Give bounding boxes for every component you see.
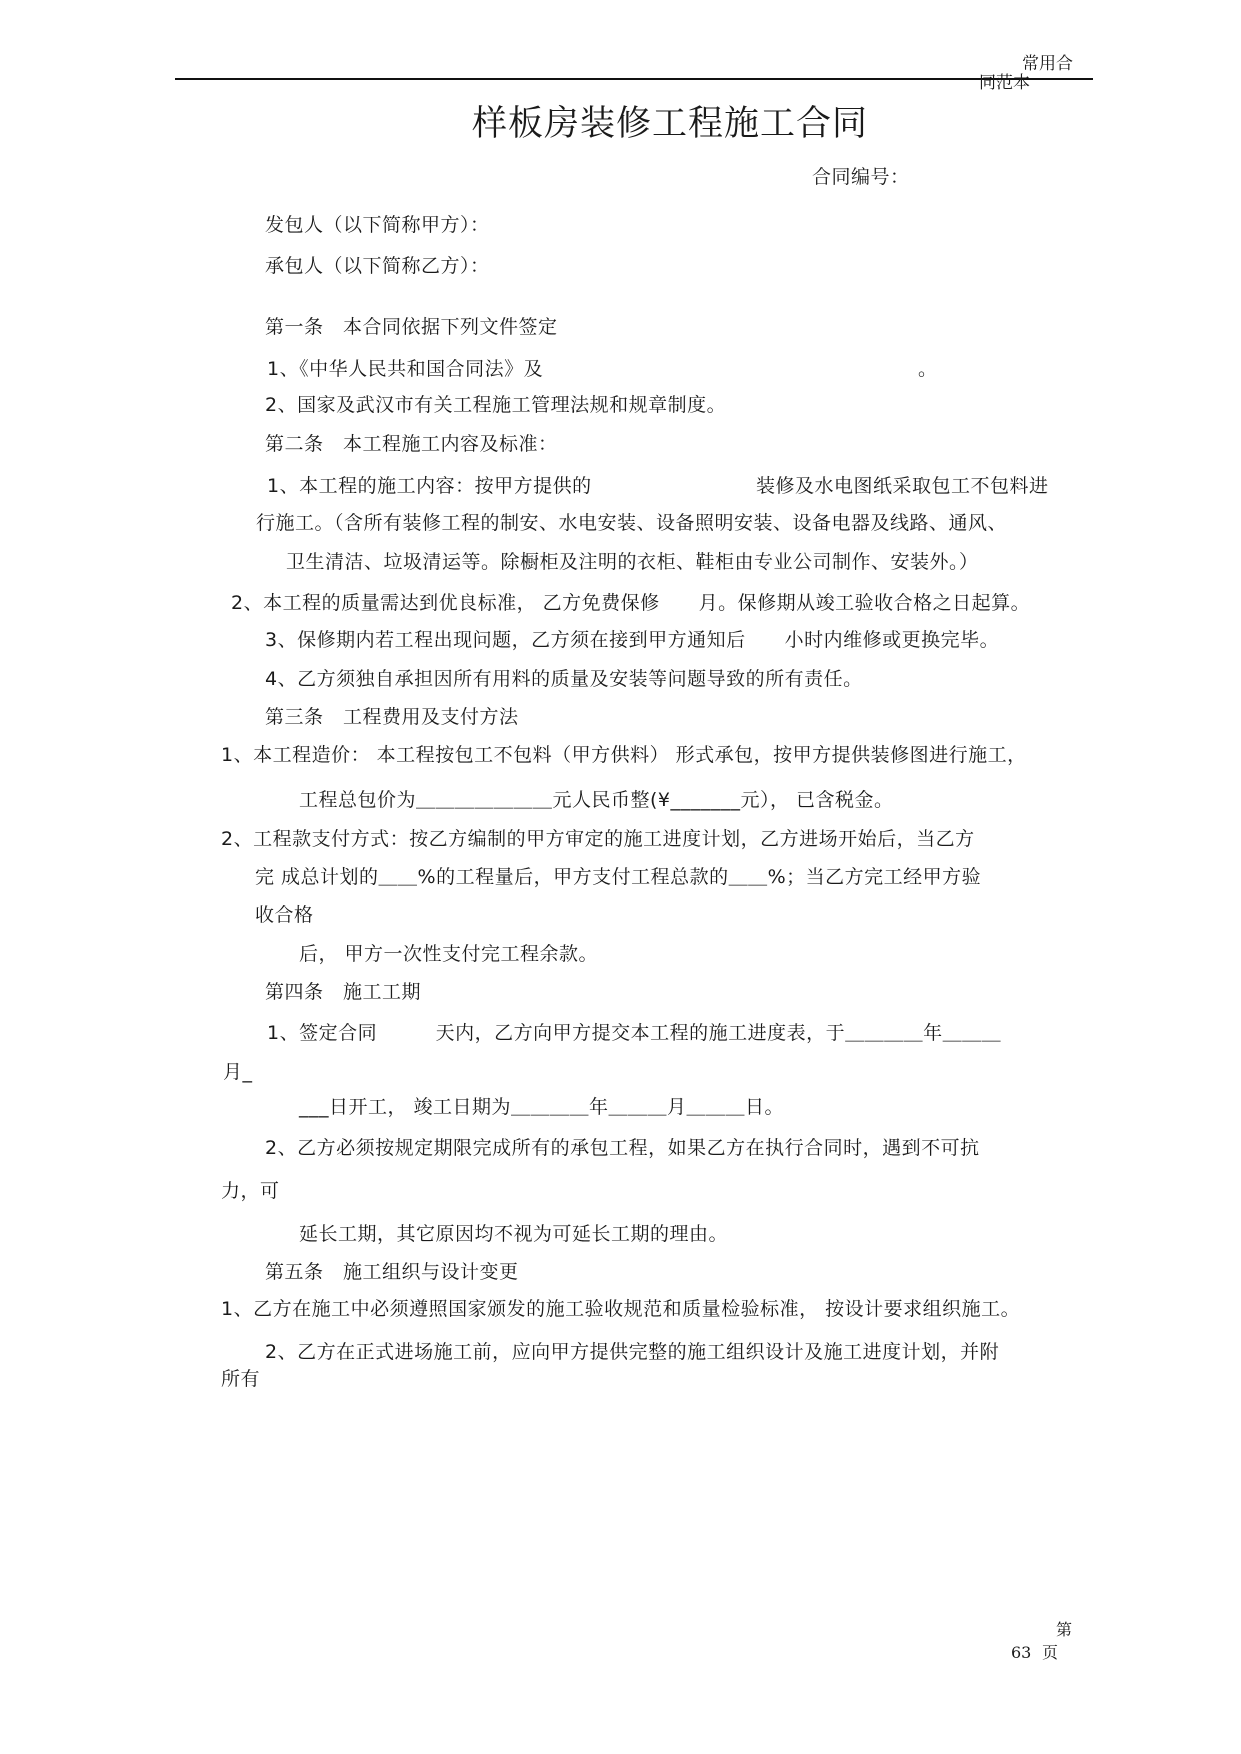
article3-item2-line3: 收合格 [255, 904, 314, 926]
article3-item1-line2: 工程总包价为＿＿＿＿＿＿＿元人民币整(¥_______元）， 已含税金。 [299, 789, 894, 811]
page-suffix: 页 [1042, 1643, 1059, 1662]
article4-item2-line3: 延长工期，其它原因均不视为可延长工期的理由。 [299, 1223, 729, 1245]
article1-item1: 1、《中华人民共和国合同法》及 [267, 358, 544, 380]
article2-item1-part2: 装修及水电图纸采取包工不包料进 [756, 475, 1049, 497]
article4-item1-line2: 月_ [223, 1061, 253, 1083]
article2-item1-line3: 卫生清洁、垃圾清运等。除橱柜及注明的衣柜、鞋柜由专业公司制作、安装外。） [286, 551, 979, 573]
header-category-line2: 同范本 [979, 73, 1030, 93]
party-a-line: 发包人（以下简称甲方）： [265, 214, 490, 236]
article3-item2-line4: 后， 甲方一次性支付完工程余款。 [299, 943, 599, 965]
article4-item1-line3: ___日开工， 竣工日期为＿＿＿＿年＿＿＿月＿＿＿日。 [299, 1096, 785, 1118]
article5-item2-line1: 2、乙方在正式进场施工前，应向甲方提供完整的施工组织设计及施工进度计划，并附 [265, 1341, 1000, 1363]
article2-item1-part1: 1、本工程的施工内容：按甲方提供的 [267, 475, 592, 497]
article4-item2-line2: 力，可 [221, 1180, 280, 1202]
article3-item1-line1: 1、本工程造价： 本工程按包工不包料（甲方供料） 形式承包，按甲方提供装修图进行施工， [221, 744, 1027, 766]
article1-item2: 2、国家及武汉市有关工程施工管理法规和规章制度。 [265, 394, 727, 416]
article4-item1-line1: 1、签定合同 天内，乙方向甲方提交本工程的施工进度表，于＿＿＿＿年＿＿＿ [267, 1022, 1002, 1044]
article2-heading: 第二条 本工程施工内容及标准： [265, 433, 558, 455]
article3-item2-line1: 2、工程款支付方式：按乙方编制的甲方审定的施工进度计划，乙方进场开始后，当乙方 [221, 828, 975, 850]
article5-heading: 第五条 施工组织与设计变更 [265, 1261, 519, 1283]
party-b-line: 承包人（以下简称乙方）： [265, 255, 490, 277]
article4-item2-line1: 2、乙方必须按规定期限完成所有的承包工程，如果乙方在执行合同时，遇到不可抗 [265, 1137, 980, 1159]
article3-heading: 第三条 工程费用及支付方法 [265, 706, 519, 728]
article1-item1-end: 。 [918, 358, 938, 380]
article2-item2: 2、本工程的质量需达到优良标准， 乙方免费保修 月。保修期从竣工验收合格之日起算。 [231, 592, 1031, 614]
article2-item1-line2: 行施工。（含所有装修工程的制安、水电安装、设备照明安装、设备电器及线路、通风、 [256, 512, 1008, 534]
page-prefix: 第 [1056, 1620, 1073, 1639]
article2-item4: 4、乙方须独自承担因所有用料的质量及安装等问题导致的所有责任。 [265, 668, 863, 690]
article1-heading: 第一条 本合同依据下列文件签定 [265, 316, 558, 338]
document-title: 样板房装修工程施工合同 [472, 104, 869, 144]
article5-item1: 1、乙方在施工中必须遵照国家颁发的施工验收规范和质量检验标准， 按设计要求组织施工。 [221, 1298, 1021, 1320]
article2-item3: 3、保修期内若工程出现问题，乙方须在接到甲方通知后 小时内维修或更换完毕。 [265, 629, 1000, 651]
page-number: 63 [1011, 1643, 1032, 1662]
article3-item2-line2: 完 成总计划的＿＿%的工程量后，甲方支付工程总款的＿＿%；当乙方完工经甲方验 [255, 866, 982, 888]
article4-heading: 第四条 施工工期 [265, 981, 422, 1003]
header-category-line1: 常用合 [1022, 54, 1073, 74]
contract-number-label: 合同编号： [812, 166, 910, 188]
header-rule [175, 78, 1093, 80]
article5-item2-line2: 所有 [221, 1368, 261, 1390]
